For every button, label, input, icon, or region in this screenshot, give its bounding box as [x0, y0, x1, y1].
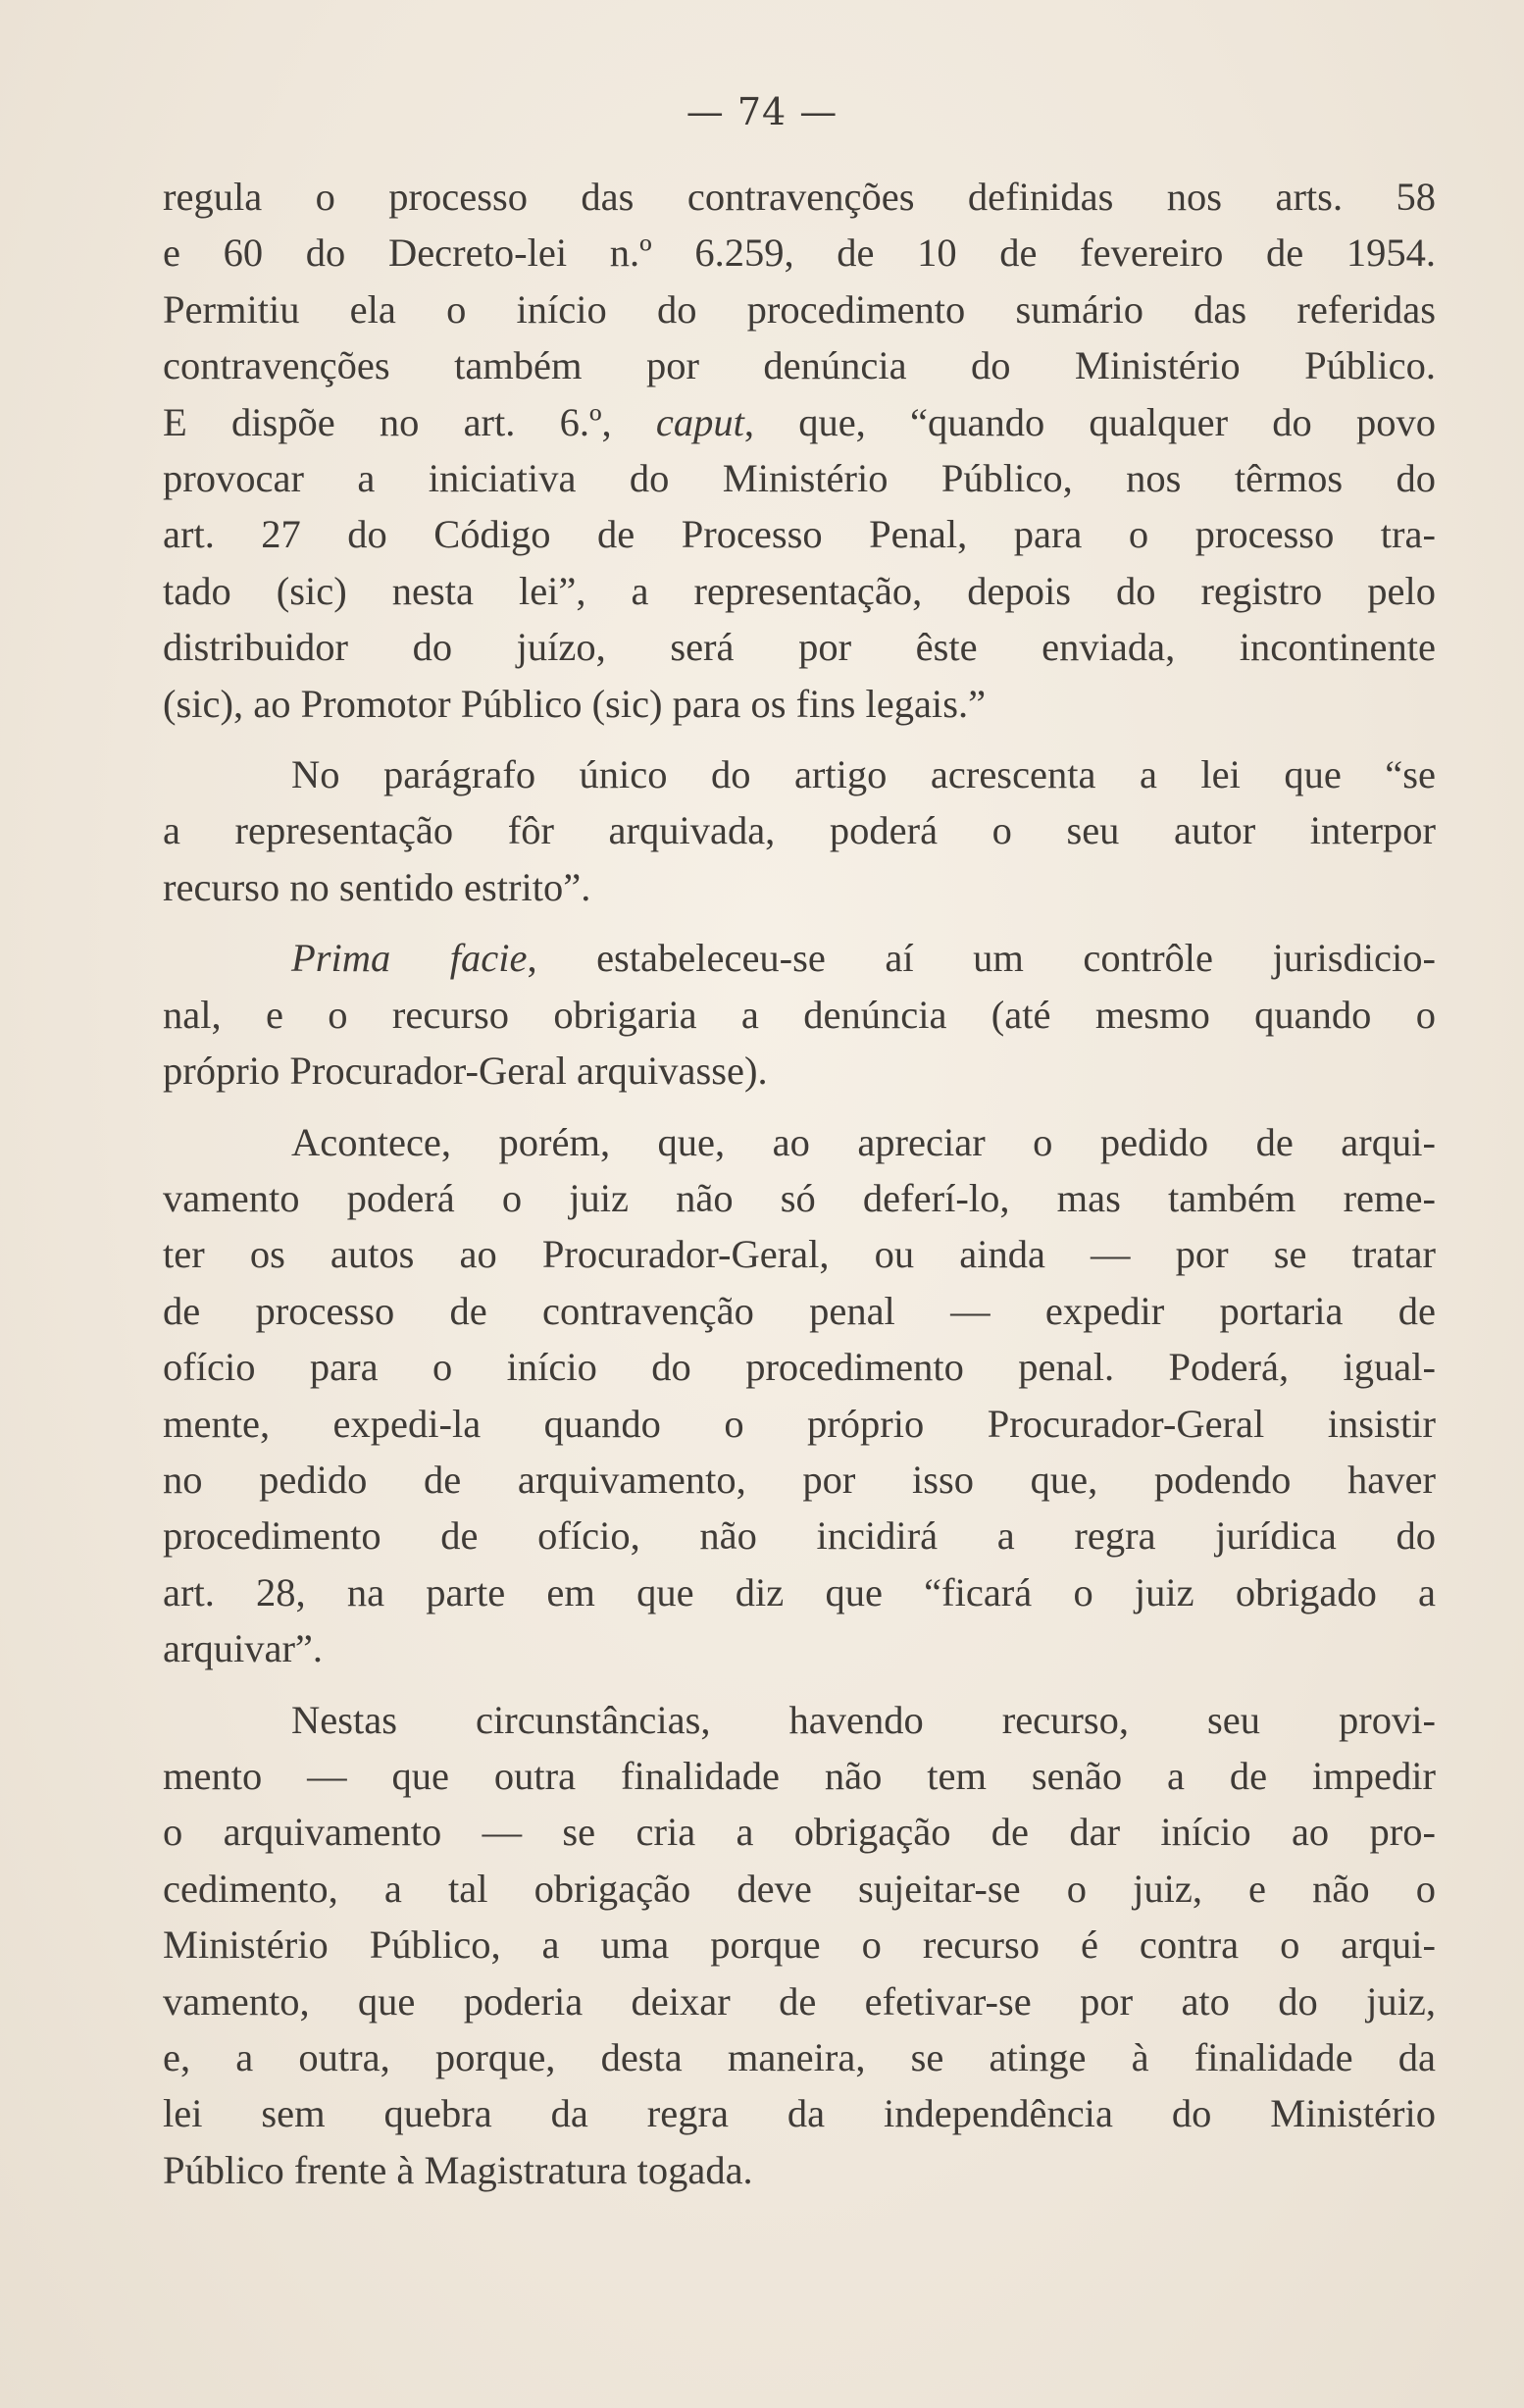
text-line: ofício para o início do procedimento penal. Poderá, igual- — [163, 1345, 1436, 1390]
text-line: próprio Procurador-Geral arquivasse). — [163, 1049, 768, 1094]
text-line: Ministério Público, a uma porque o recurso é contra o arqui- — [163, 1922, 1436, 1968]
text-line: Nestas circunstâncias, havendo recurso, seu provi- — [291, 1697, 1436, 1742]
text-line: mento — que outra finalidade não tem senão a de impedir — [163, 1753, 1436, 1798]
text-line: arquivar”. — [163, 1626, 324, 1671]
text-line: provocar a iniciativa do Ministério Público, nos têrmos do — [163, 456, 1436, 501]
text-line: recurso no sentido estrito”. — [163, 864, 591, 909]
text-line: Permitiu ela o início do procedimento sumário das referidas — [163, 286, 1436, 332]
italic-phrase: Prima facie — [291, 936, 528, 981]
paragraph — [163, 1692, 1436, 2199]
text-line: ter os autos ao Procurador-Geral, ou ainda — por se tratar — [163, 1232, 1436, 1277]
text-line: lei sem quebra da regra da independência do Ministério — [163, 2091, 1436, 2136]
text-line: de processo de contravenção penal — expedir portaria de — [163, 1288, 1436, 1333]
text-line: art. 28, na parte em que diz que “ficará o juiz obrigado a — [163, 1569, 1436, 1614]
text-line: Prima facie, estabeleceu-se aí um contrôle jurisdicio- — [291, 936, 1436, 981]
text-line: o arquivamento — se cria a obrigação de dar início ao pro- — [163, 1810, 1436, 1855]
text-line: E dispõe no art. 6.º, caput, que, “quando qualquer do povo — [163, 399, 1436, 444]
italic-phrase: caput — [655, 399, 744, 444]
text-line: (sic), ao Promotor Público (sic) para os fins legais.” — [163, 681, 987, 726]
paragraph — [163, 746, 1436, 915]
text-line: Público frente à Magistratura togada. — [163, 2147, 753, 2192]
text-line: vamento poderá o juiz não só deferí-lo, mas também reme- — [163, 1175, 1436, 1220]
text-line: No parágrafo único do artigo acrescenta a lei que “se — [291, 752, 1436, 797]
paragraph — [163, 930, 1436, 1099]
text-line: nal, e o recurso obrigaria a denúncia (até mesmo quando o — [163, 992, 1436, 1037]
text-line: e 60 do Decreto-lei n.º 6.259, de 10 de fevereiro de 1954. — [163, 231, 1436, 276]
page-number: — 74 — — [686, 90, 838, 133]
text-line: distribuidor do juízo, será por êste enviada, incontinente — [163, 625, 1436, 670]
text-line: procedimento de ofício, não incidirá a regra jurídica do — [163, 1513, 1436, 1559]
paragraph — [163, 1114, 1436, 1677]
text-line: vamento, que poderia deixar de efetivar-se por ato do juiz, — [163, 1978, 1436, 2024]
text-line: art. 27 do Código de Processo Penal, para o processo tra- — [163, 512, 1436, 557]
text-line: regula o processo das contravenções definidas nos arts. 58 — [163, 175, 1436, 219]
text-line: tado (sic) nesta lei”, a representação, depois do registro pelo — [163, 568, 1436, 613]
paragraph — [163, 169, 1436, 732]
text-line: Acontece, porém, que, ao apreciar o pedido de arqui- — [291, 1119, 1436, 1164]
text-line: e, a outra, porque, desta maneira, se atinge à finalidade da — [163, 2035, 1436, 2079]
text-line: contravenções também por denúncia do Ministério Público. — [163, 343, 1436, 388]
text-line: cedimento, a tal obrigação deve sujeitar-se o juiz, e não o — [163, 1866, 1436, 1911]
text-line: mente, expedi-la quando o próprio Procurador-Geral insistir — [163, 1401, 1436, 1446]
text-line: no pedido de arquivamento, por isso que, podendo haver — [163, 1457, 1436, 1502]
body-text — [163, 169, 1436, 2198]
text-line: a representação fôr arquivada, poderá o seu autor interpor — [163, 808, 1436, 853]
